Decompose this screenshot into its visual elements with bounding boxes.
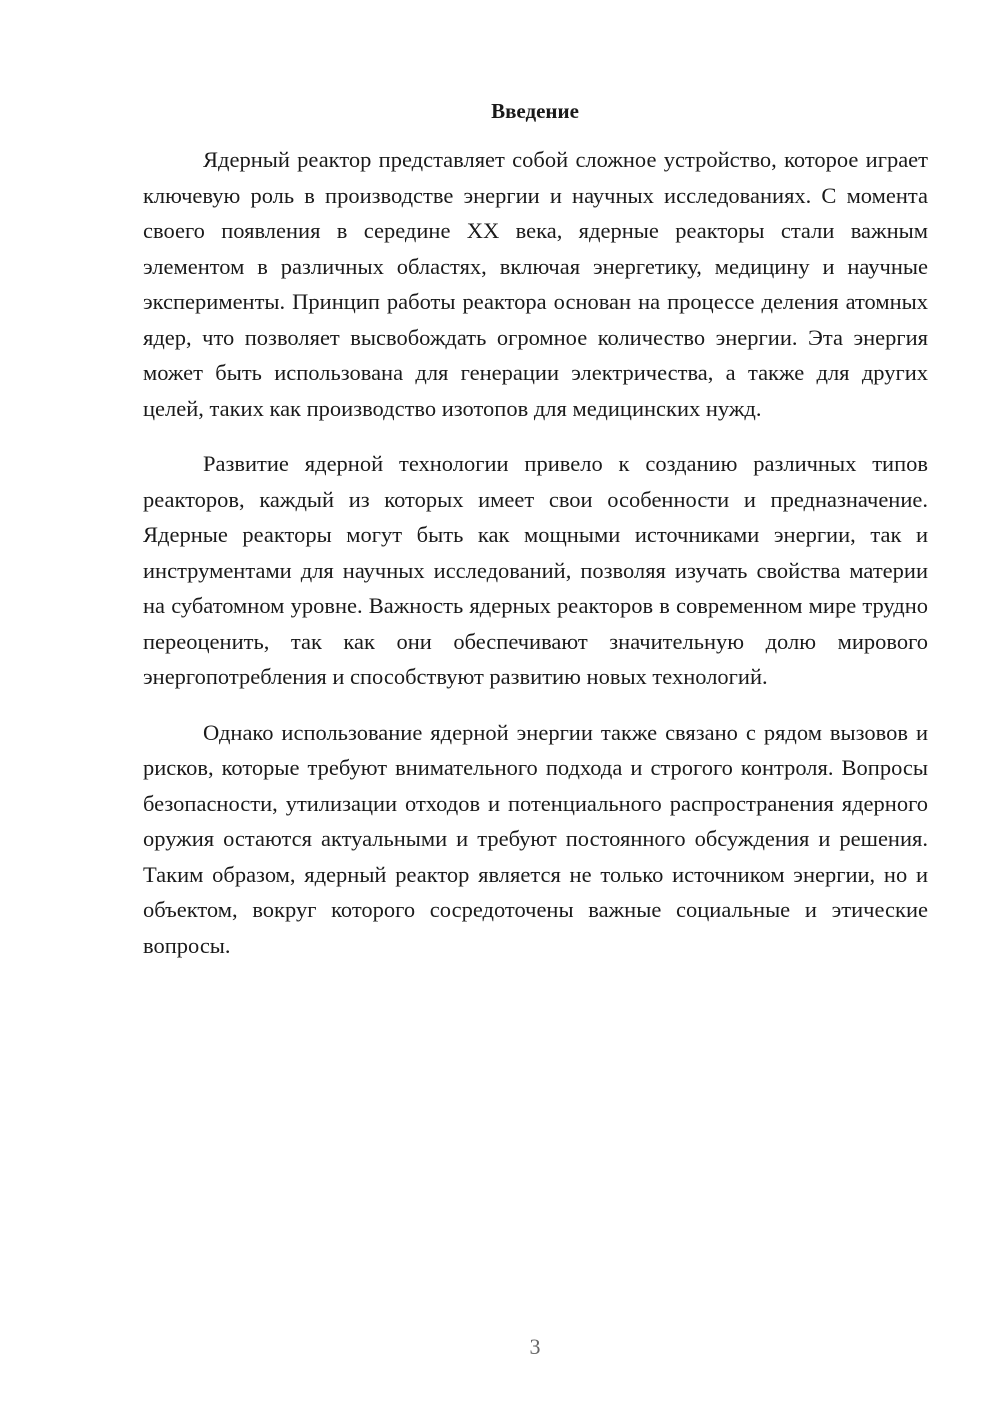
- body-text: [143, 142, 928, 983]
- paragraph-2: Развитие ядерной технологии привело к созданию различных типов реакторов, каждый из которых имеет свои особенности и предназначение. Ядерные реакторы могут быть как мощными источниками энергии, так и инструментами для научных исследований, позволяя изучать свойства материи на субатомном уровне. Важность ядерных реакторов в современном мире трудно переоценить, так как они обеспечивают значительную долю мирового энергопотребления и способствуют развитию новых технологий.: [143, 451, 928, 689]
- paragraph-1: Ядерный реактор представляет собой сложное устройство, которое играет ключевую роль в производстве энергии и научных исследованиях. С момента своего появления в середине XX века, ядерные реакторы стали важным элементом в различных областях, включая энергетику, медицину и научные эксперименты. Принцип работы реактора основан на процессе деления атомных ядер, что позволяет высвобождать огромное количество энергии. Эта энергия может быть использована для генерации электричества, а также для других целей, таких как производство изотопов для медицинских нужд.: [143, 147, 928, 421]
- page-number: 3: [529, 1334, 541, 1359]
- paragraph-3: Однако использование ядерной энергии также связано с рядом вызовов и рисков, которые требуют внимательного подхода и строгого контроля. Вопросы безопасности, утилизации отходов и потенциального распространения ядерного оружия остаются актуальными и требуют постоянного обсуждения и решения. Таким образом, ядерный реактор является не только источником энергии, но и объектом, вокруг которого сосредоточены важные социальные и этические вопросы.: [143, 719, 928, 958]
- section-heading: Введение: [491, 99, 579, 123]
